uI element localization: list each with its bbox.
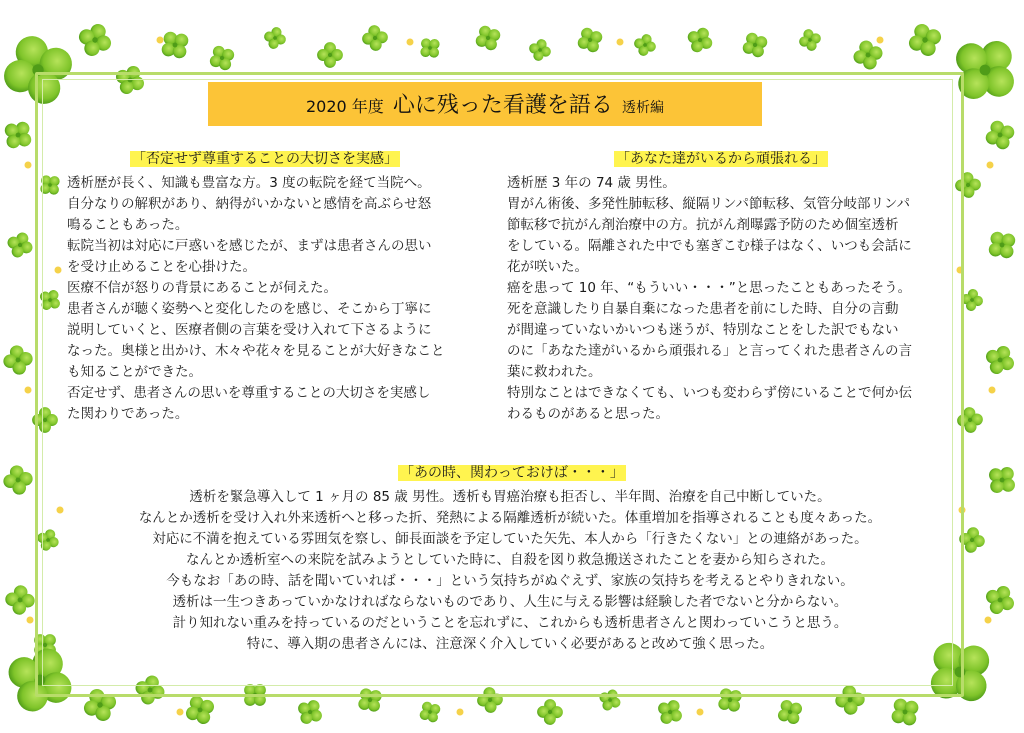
dot-icon — [27, 617, 34, 624]
dot-icon — [617, 39, 624, 46]
clover-icon — [576, 26, 604, 54]
section-1-line: も知ることができた。 — [67, 364, 202, 380]
dot-icon — [989, 387, 996, 394]
clover-icon — [657, 699, 683, 725]
section-2-body — [507, 173, 912, 425]
section-3-line: 対応に不満を抱えている雰囲気を察し、師長面談を予定していた矢先、本人から「行きたくない」との連絡があった。 — [152, 531, 868, 547]
section-1-line: 透析歴が長く、知識も豊富な方。3 度の転院を経て当院へ。 — [67, 175, 431, 191]
section-1-line: 鳴ることもあった。 — [67, 217, 189, 233]
dot-icon — [457, 709, 464, 716]
section-2-line: わるものがあると思った。 — [507, 406, 669, 422]
clover-icon — [360, 23, 391, 54]
section-2-line: をしている。隔離された中でも塞ぎこむ様子はなく、いつも会話に — [507, 238, 912, 254]
section-2-line: 癌を患って 10 年、“もういい・・・”と思ったこともあったそう。 — [507, 280, 912, 296]
clover-icon — [262, 25, 288, 51]
clover-icon — [184, 694, 216, 726]
section-1-line: 転院当初は対応に戸惑いを感じたが、まずは患者さんの思い — [67, 238, 432, 254]
section-2-line: のに「あなた達がいるから頑張れる」と言ってくれた患者さんの言 — [507, 343, 912, 359]
title-subtitle: 透析編 — [622, 100, 664, 116]
section-2-line: 特別なことはできなくても、いつも変わらず傍にいることで何か伝 — [507, 385, 912, 401]
dot-icon — [407, 39, 414, 46]
title-banner — [208, 82, 762, 126]
section-1-line: なった。奥様と出かけ、木々や花々を見ることが大好きなこと — [67, 343, 445, 359]
clover-icon — [988, 231, 1016, 259]
section-3-line: 透析を緊急導入して 1 ヶ月の 85 歳 男性。透析も胃癌治療も拒否し、半年間、治療を自己中断していた。 — [189, 489, 831, 505]
section-2-line: が間違っていないかいつも迷うが、特別なことをした訳でもない — [507, 322, 899, 338]
clover-icon — [851, 38, 885, 72]
clover-icon — [315, 40, 346, 71]
clover-icon — [161, 31, 190, 60]
clover-icon — [1, 463, 36, 498]
section-3-line: 透析は一生つきあっていかなければならないものであり、人生に与える影響は経験した者でないと分からない。 — [172, 594, 848, 610]
clover-icon — [988, 466, 1015, 493]
section-3-line: なんとか透析室への来院を試みようとしていた時に、自殺を図り救急搬送されたことを妻から知らされた。 — [186, 552, 834, 568]
dot-icon — [25, 162, 32, 169]
dot-icon — [157, 37, 164, 44]
section-1-line: を受け止めることを心掛けた。 — [67, 259, 256, 275]
clover-icon — [890, 697, 919, 726]
section-2-line: 死を意識したり自暴自棄になった患者を前にした時、自分の言動 — [507, 301, 899, 317]
section-1-line: 説明していくと、医療者側の言葉を受け入れて下さるように — [67, 322, 432, 338]
dot-icon — [987, 162, 994, 169]
clover-icon — [474, 24, 502, 52]
clover-icon — [984, 344, 1016, 376]
section-1-line: 患者さんが聴く姿勢へと変化したのを感じ、そこから丁寧に — [67, 301, 432, 317]
section-1-heading: 「否定せず尊重することの大切さを実感」 — [132, 151, 398, 167]
clover-icon — [6, 231, 35, 260]
clover-icon — [984, 119, 1017, 152]
dot-icon — [25, 387, 32, 394]
dot-icon — [877, 37, 884, 44]
clover-icon — [797, 27, 822, 52]
section-3-line: 特に、導入期の患者さんには、注意深く介入していく必要があると改めて強く思った。 — [246, 636, 774, 652]
section-2-line: 節転移で抗がん剤治療中の方。抗がん剤曝露予防のため個室透析 — [507, 217, 899, 233]
clover-icon — [208, 44, 235, 71]
clover-icon — [535, 697, 566, 728]
dot-icon — [697, 709, 704, 716]
section-2-line: 透析歴 3 年の 74 歳 男性。 — [507, 175, 676, 191]
section-1-body — [67, 173, 467, 425]
page-title — [208, 88, 762, 119]
clover-icon — [3, 583, 38, 618]
clover-icon — [632, 32, 657, 57]
clover-icon — [686, 26, 714, 54]
clover-icon — [527, 37, 552, 62]
clover-icon — [906, 21, 943, 58]
dot-icon — [177, 709, 184, 716]
section-3-heading: 「あの時、関わっておけば・・・」 — [400, 465, 624, 481]
section-1-line: 医療不信が怒りの背景にあることが伺えた。 — [67, 280, 337, 296]
clover-icon — [418, 700, 441, 723]
section-2-line: 胃がん術後、多発性肺転移、縦隔リンパ節転移、気管分岐部リンパ — [507, 196, 911, 212]
section-1-line: 否定せず、患者さんの思いを尊重することの大切さを実感し — [67, 385, 431, 401]
section-3-line: 今もなお「あの時、話を聞いていれば・・・」という気持ちがぬぐえず、家族の気持ちを考えるとやりきれない。 — [166, 573, 854, 589]
clover-icon — [420, 38, 440, 58]
section-2-line: 葉に救われた。 — [507, 364, 602, 380]
dot-icon — [985, 617, 992, 624]
section-1-line: 自分なりの解釈があり、納得がいかないと感情を高ぶらせ怒 — [67, 196, 432, 212]
title-year: 2020 年度 — [305, 97, 384, 116]
clover-icon — [741, 31, 769, 59]
title-main: 心に残った看護を語る — [392, 93, 613, 118]
section-2-heading: 「あなた達がいるから頑張れる」 — [616, 151, 826, 167]
clover-icon — [76, 21, 113, 58]
section-3-line: 計り知れない重みを持っているのだということを忘れずに、これからも透析患者さんと関わっていこうと思う。 — [172, 615, 848, 631]
clover-icon — [297, 699, 323, 725]
clover-icon — [1, 343, 36, 378]
clover-icon — [4, 121, 32, 149]
section-1-line: た関わりであった。 — [67, 406, 189, 422]
section-3-line: なんとか透析を受け入れ外来透析へと移った折、発熱による隔離透析が続いた。体重増加を指導されることも度々あった。 — [138, 510, 882, 526]
clover-icon — [984, 584, 1016, 616]
section-2-line: 花が咲いた。 — [507, 259, 588, 275]
clover-icon — [777, 699, 804, 726]
section-3-body — [60, 487, 960, 655]
